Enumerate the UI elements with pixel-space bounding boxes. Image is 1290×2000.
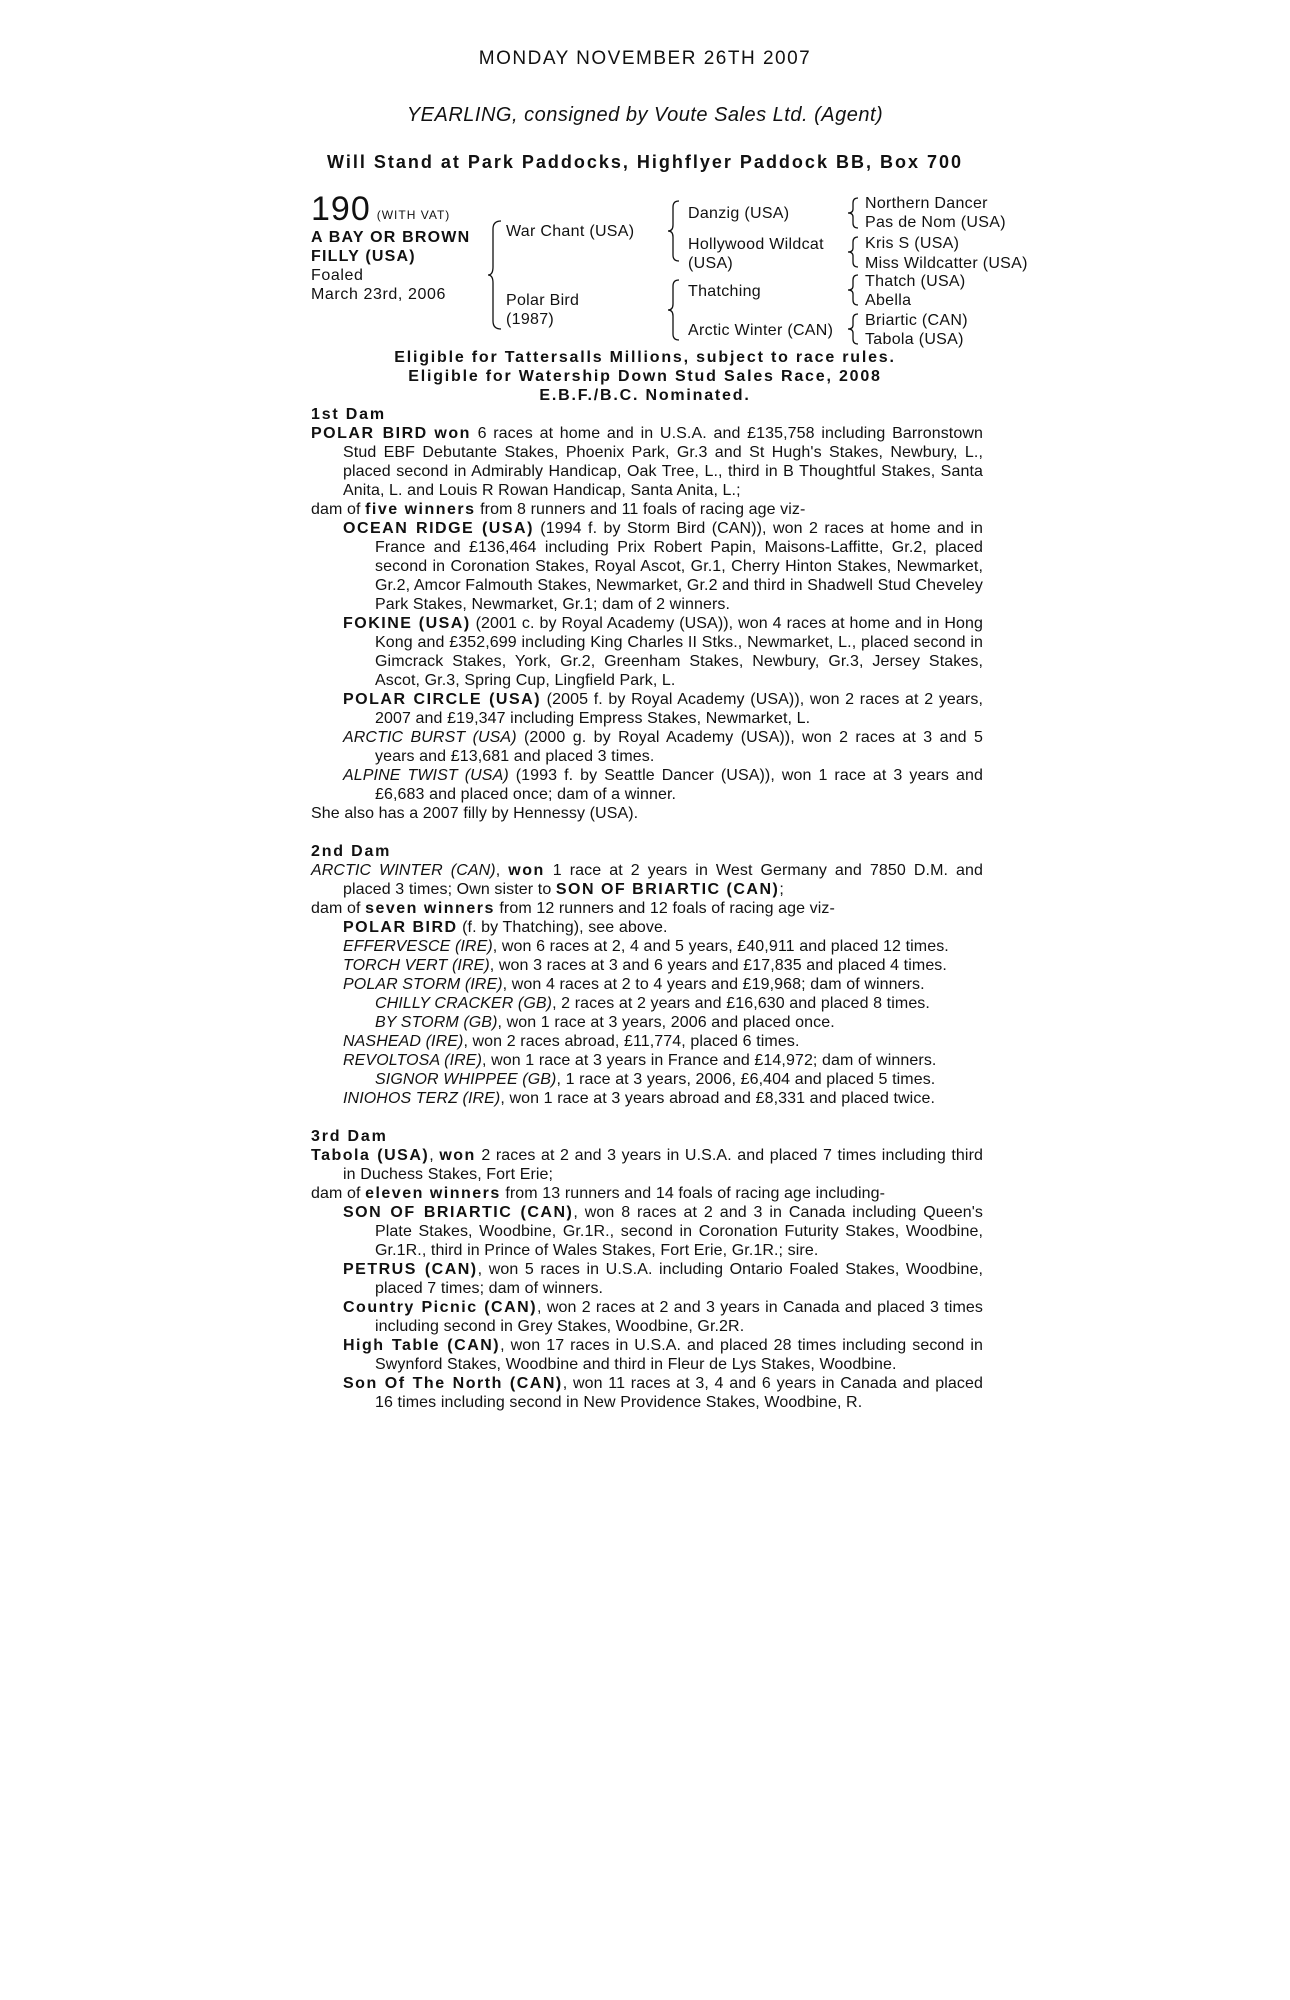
first-dam-heading: 1st Dam bbox=[311, 406, 386, 423]
sale-date: MONDAY NOVEMBER 26TH 2007 bbox=[478, 48, 812, 69]
pedigree-gg-2: Pas de Nom (USA) bbox=[865, 214, 1006, 231]
produce-text: (1994 f. by Storm Bird (CAN)), won 2 races at home and in France and £136,464 including Prix Robert Papin, Maisons-Laffitte, Gr.2, placed second in Coronation Stakes, Royal Ascot, Gr.1, Cherry Hinton Stakes, Newmarket, Gr.2, Amcor Falmouth Stakes, Newmarket, Gr.2 and third in Shadwell Stud Cheveley Park Stakes, Newmarket, Gr.1; dam of 2 winners. bbox=[375, 520, 983, 613]
pedigree-gg-4: Miss Wildcatter (USA) bbox=[865, 255, 1028, 272]
produce-item bbox=[311, 1260, 983, 1298]
also-note: She also has a 2007 filly by Hennessy (USA). bbox=[311, 805, 639, 822]
produce-item bbox=[311, 994, 983, 1013]
lot-description-1: A BAY OR BROWN bbox=[311, 229, 471, 246]
pedigree-gg-3: Kris S (USA) bbox=[865, 235, 960, 252]
second-dam-produce-summary bbox=[311, 899, 983, 918]
second-dam-name: ARCTIC WINTER (CAN) bbox=[311, 862, 496, 879]
produce-item bbox=[311, 1336, 983, 1374]
pedigree-sire-dam-2: (USA) bbox=[688, 255, 734, 272]
produce-name: TORCH VERT (IRE) bbox=[343, 957, 490, 974]
produce-text: , won 6 races at 2, 4 and 5 years, £40,911 and placed 12 times. bbox=[492, 938, 949, 955]
produce-text: , won 2 races at 2 and 3 years in Canada and placed 3 times including second in Grey Stakes, Woodbine, Gr.2R. bbox=[375, 1299, 984, 1335]
produce-name: ARCTIC BURST (USA) bbox=[343, 729, 517, 746]
pedigree-sire-sire: Danzig (USA) bbox=[688, 205, 790, 222]
produce-name: POLAR BIRD bbox=[343, 919, 458, 936]
produce-text: , won 17 races in U.S.A. and placed 28 times including second in Swynford Stakes, Woodbine and third in Fleur de Lys Stakes, Woodbine. bbox=[375, 1337, 983, 1373]
produce-name: FOKINE (USA) bbox=[343, 615, 471, 632]
produce-name: BY STORM (GB) bbox=[375, 1014, 498, 1031]
pedigree-sire: War Chant (USA) bbox=[506, 223, 635, 240]
pedigree-dam-sire: Thatching bbox=[688, 283, 761, 300]
produce-text: , won 11 races at 3, 4 and 6 years in Canada and placed 16 times including second in New Providence Stakes, Woodbine, R. bbox=[375, 1375, 983, 1411]
first-dam-text: 6 races at home and in U.S.A. and £135,758 including Barronstown Stud EBF Debutante Stakes, Phoenix Park, Gr.3 and St Hugh's Stakes, Newbury, L., placed second in Admirably Handicap, Oak Tree, L., third in B Thoughtful Stakes, Santa Anita, L. and Louis R Rowan Handicap, Santa Anita, L.; bbox=[343, 425, 984, 499]
first-dam-record bbox=[311, 424, 983, 500]
produce-text: , won 3 races at 3 and 6 years and £17,835 and placed 4 times. bbox=[489, 957, 947, 974]
second-dam-won: won bbox=[508, 862, 545, 879]
produce-item bbox=[311, 1013, 983, 1032]
dam-of-suffix: from 13 runners and 14 foals of racing age including- bbox=[500, 1185, 886, 1202]
produce-item bbox=[311, 1070, 983, 1089]
winners-count: eleven winners bbox=[365, 1185, 501, 1202]
produce-item bbox=[311, 766, 983, 804]
pedigree-gg-1: Northern Dancer bbox=[865, 195, 988, 212]
dam-of-prefix: dam of bbox=[311, 900, 366, 917]
dam-of-suffix: from 8 runners and 11 foals of racing age viz- bbox=[475, 501, 806, 518]
eligibility-line-2: Eligible for Watership Down Stud Sales Race, 2008 bbox=[408, 368, 882, 385]
third-dam-won: won bbox=[439, 1147, 476, 1164]
pedigree-dam-dam: Arctic Winter (CAN) bbox=[688, 322, 834, 339]
produce-name: High Table (CAN) bbox=[343, 1337, 501, 1354]
third-dam-heading: 3rd Dam bbox=[311, 1128, 388, 1145]
eligibility-notes bbox=[0, 348, 1290, 405]
produce-item bbox=[311, 975, 983, 994]
produce-item bbox=[311, 519, 983, 614]
third-dam-text: 2 races at 2 and 3 years in U.S.A. and placed 7 times including third in Duchess Stakes, Fort Erie; bbox=[343, 1147, 983, 1183]
produce-name: NASHEAD (IRE) bbox=[343, 1033, 464, 1050]
produce-name: REVOLTOSA (IRE) bbox=[343, 1052, 483, 1069]
third-dam-record: Tabola (USA), won 2 races at 2 and 3 years in U.S.A. and placed 7 times including third in Duchess Stakes, Fort Erie; bbox=[311, 1147, 983, 1183]
produce-text: , won 1 race at 3 years in France and £14,972; dam of winners. bbox=[482, 1052, 937, 1069]
lot-description-2: FILLY (USA) bbox=[311, 248, 416, 265]
lot-number: 190 bbox=[311, 190, 371, 228]
produce-item bbox=[311, 1032, 983, 1051]
produce-item bbox=[311, 1089, 983, 1108]
consignment-line: YEARLING, consigned by Voute Sales Ltd. (Agent) bbox=[406, 104, 884, 126]
second-dam-text: 1 race at 2 years in West Germany and 7850 D.M. and placed 3 times; Own sister to bbox=[343, 862, 984, 898]
pedigree-brace-gg3 bbox=[847, 274, 859, 306]
produce-item bbox=[311, 690, 983, 728]
produce-name: INIOHOS TERZ (IRE) bbox=[343, 1090, 501, 1107]
produce-name: OCEAN RIDGE (USA) bbox=[343, 520, 534, 537]
produce-item bbox=[311, 614, 983, 690]
second-dam-heading: 2nd Dam bbox=[311, 843, 392, 860]
produce-item bbox=[311, 937, 983, 956]
produce-text: (f. by Thatching), see above. bbox=[457, 919, 668, 936]
eligibility-line-1: Eligible for Tattersalls Millions, subject to race rules. bbox=[394, 349, 896, 366]
produce-name: POLAR CIRCLE (USA) bbox=[343, 691, 542, 708]
produce-name: Country Picnic (CAN) bbox=[343, 1299, 538, 1316]
produce-name: SIGNOR WHIPPEE (GB) bbox=[375, 1071, 557, 1088]
first-dam-won: won bbox=[434, 425, 471, 442]
pedigree-gg-6: Abella bbox=[865, 292, 912, 309]
produce-text: , won 4 races at 2 to 4 years and £19,968; dam of winners. bbox=[502, 976, 925, 993]
pedigree-dam-2: (1987) bbox=[506, 311, 555, 328]
produce-text: (2005 f. by Royal Academy (USA)), won 2 races at 2 years, 2007 and £19,347 including Empress Stakes, Newmarket, L. bbox=[375, 691, 983, 727]
winners-count: five winners bbox=[365, 501, 476, 518]
produce-text: (2001 c. by Royal Academy (USA)), won 4 races at home and in Hong Kong and £352,699 including King Charles II Stks., Newmarket, L., placed second in Gimcrack Stakes, York, Gr.2, Greenham Stakes, Newbury, Gr.3, Jersey Stakes, Ascot, Gr.3, Spring Cup, Lingfield Park, L. bbox=[375, 615, 983, 689]
winners-count: seven winners bbox=[365, 900, 495, 917]
dam-of-prefix: dam of bbox=[311, 501, 366, 518]
pedigree-brace-sire bbox=[667, 200, 681, 262]
lot-block bbox=[311, 190, 491, 304]
produce-text: , won 2 races abroad, £11,774, placed 6 times. bbox=[463, 1033, 800, 1050]
pedigree-brace-dam bbox=[667, 279, 681, 341]
pedigree-gg-5: Thatch (USA) bbox=[865, 273, 966, 290]
produce-name: ALPINE TWIST (USA) bbox=[343, 767, 509, 784]
produce-name: SON OF BRIARTIC (CAN) bbox=[343, 1204, 574, 1221]
produce-text: , won 1 race at 3 years, 2006 and placed once. bbox=[497, 1014, 835, 1031]
produce-text: , won 8 races at 2 and 3 in Canada including Queen's Plate Stakes, Woodbine, Gr.1R., second in Coronation Futurity Stakes, Woodbine, Gr.1R., third in Prince of Wales Stakes, Fort Erie, Gr.1R.; sire. bbox=[375, 1204, 983, 1259]
produce-name: EFFERVESCE (IRE) bbox=[343, 938, 493, 955]
eligibility-line-3: E.B.F./B.C. Nominated. bbox=[539, 387, 751, 404]
sister-of: SON OF BRIARTIC (CAN) bbox=[555, 881, 780, 898]
stand-location: Will Stand at Park Paddocks, Highflyer Paddock BB, Box 700 bbox=[327, 152, 963, 172]
pedigree-brace-main bbox=[487, 220, 503, 330]
produce-text: (1993 f. by Seattle Dancer (USA)), won 1 race at 3 years and £6,683 and placed once; dam of a winner. bbox=[375, 767, 983, 803]
pedigree-dam-1: Polar Bird bbox=[506, 292, 580, 309]
produce-text: , 1 race at 3 years, 2006, £6,404 and placed 5 times. bbox=[556, 1071, 936, 1088]
produce-item bbox=[311, 1298, 983, 1336]
dam-of-suffix: from 12 runners and 12 foals of racing age viz- bbox=[494, 900, 835, 917]
produce-item bbox=[311, 1051, 983, 1070]
produce-text: , won 1 race at 3 years abroad and £8,331 and placed twice. bbox=[500, 1090, 935, 1107]
second-dam-record: ARCTIC WINTER (CAN), won 1 race at 2 years in West Germany and 7850 D.M. and placed 3 times; Own sister to SON OF BRIARTIC (CAN); bbox=[311, 862, 984, 898]
produce-item bbox=[311, 1374, 983, 1412]
pedigree-brace-gg1 bbox=[847, 197, 859, 229]
produce-item bbox=[311, 728, 983, 766]
first-dam-produce-summary bbox=[311, 500, 983, 519]
produce-name: POLAR STORM (IRE) bbox=[343, 976, 503, 993]
produce-name: PETRUS (CAN) bbox=[343, 1261, 478, 1278]
third-dam-produce-summary bbox=[311, 1184, 983, 1203]
produce-text: , 2 races at 2 years and £16,630 and placed 8 times. bbox=[552, 995, 930, 1012]
foaled-label: Foaled bbox=[311, 267, 364, 284]
pedigree-sire-dam-1: Hollywood Wildcat bbox=[688, 236, 824, 253]
catalogue-body bbox=[311, 405, 983, 1412]
pedigree-brace-gg2 bbox=[847, 236, 859, 268]
produce-item bbox=[311, 918, 983, 937]
dam-of-prefix: dam of bbox=[311, 1185, 366, 1202]
pedigree-brace-gg4 bbox=[847, 313, 859, 345]
first-dam-name: POLAR BIRD bbox=[311, 425, 428, 442]
produce-item bbox=[311, 1203, 983, 1260]
produce-text: , won 5 races in U.S.A. including Ontario Foaled Stakes, Woodbine, placed 7 times; dam of winners. bbox=[375, 1261, 983, 1297]
vat-note: (WITH VAT) bbox=[376, 208, 451, 223]
pedigree-gg-7: Briartic (CAN) bbox=[865, 312, 968, 329]
produce-text: (2000 g. by Royal Academy (USA)), won 2 races at 3 and 5 years and £13,681 and placed 3 times. bbox=[375, 729, 983, 765]
pedigree-gg-8: Tabola (USA) bbox=[865, 331, 964, 348]
produce-name: CHILLY CRACKER (GB) bbox=[375, 995, 553, 1012]
third-dam-name: Tabola (USA) bbox=[311, 1147, 430, 1164]
produce-item bbox=[311, 956, 983, 975]
produce-name: Son Of The North (CAN) bbox=[343, 1375, 563, 1392]
foaled-date: March 23rd, 2006 bbox=[311, 286, 447, 303]
second-dam-text-end: ; bbox=[779, 881, 784, 898]
